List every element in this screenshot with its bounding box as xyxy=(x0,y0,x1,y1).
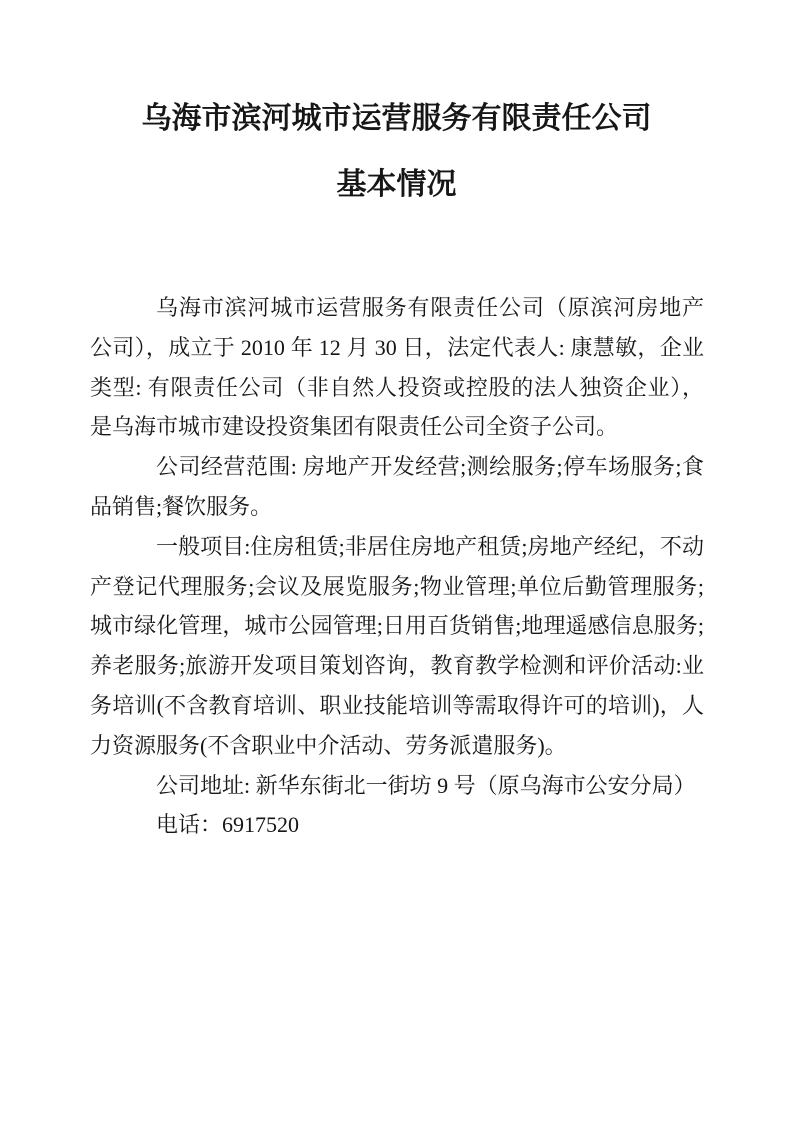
title-line-company-name: 乌海市滨河城市运营服务有限责任公司 xyxy=(141,102,652,135)
document-title xyxy=(0,86,793,218)
paragraph-general-projects: 一般项目:住房租赁;非居住房地产租赁;房地产经纪，不动产登记代理服务;会议及展览服务;物业管理;单位后勤管理服务;城市绿化管理，城市公园管理;日用百货销售;地理遥感信息服务;养老服务;旅游开发项目策划咨询，教育教学检测和评价活动:业务培训(不含教育培训、职业技能培训等需取得许可的培训)，人力资源服务(不含职业中介活动、劳务派遣服务)。 xyxy=(90,533,704,758)
paragraph-company-overview: 乌海市滨河城市运营服务有限责任公司（原滨河房地产公司），成立于 2010 年 12 月 30 日，法定代表人: 康慧敏，企业类型: 有限责任公司（非自然人投资或控股的法人独资企业），是乌海市城市建设投资集团有限责任公司全资子公司。 xyxy=(90,295,704,440)
paragraph-business-scope: 公司经营范围: 房地产开发经营;测绘服务;停车场服务;食品销售;餐饮服务。 xyxy=(90,454,704,519)
paragraph-phone: 电话：6917520 xyxy=(156,812,300,838)
title-line-basic-info: 基本情况 xyxy=(336,168,457,201)
document-body xyxy=(90,288,704,845)
paragraph-company-address: 公司地址: 新华东街北一街坊 9 号（原乌海市公安分局） xyxy=(156,772,696,798)
